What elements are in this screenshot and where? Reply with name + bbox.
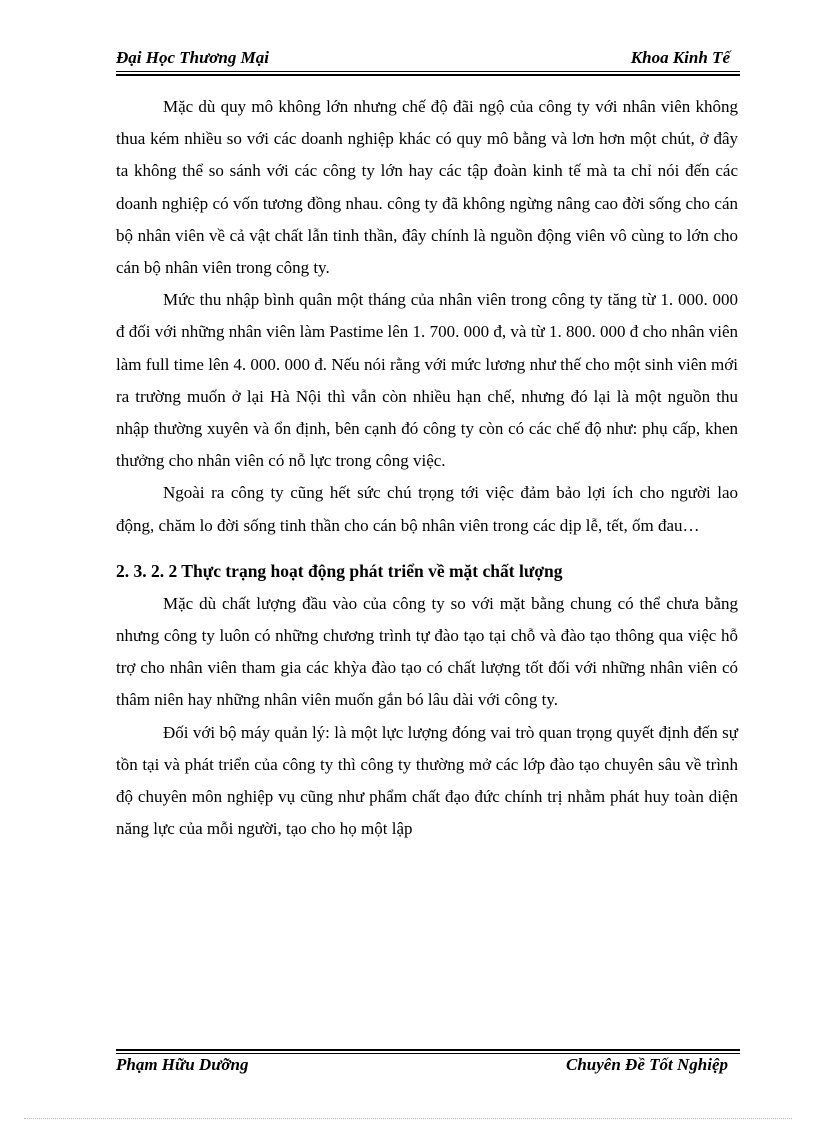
footer-doc-type: Chuyên Đề Tốt Nghiệp: [566, 1055, 728, 1074]
page-body: [116, 91, 738, 845]
header-rule-thick: [116, 74, 740, 76]
section-heading: 2. 3. 2. 2 Thực trạng hoạt động phát triển về mặt chất lượng: [116, 560, 563, 581]
header-rule-thin: [116, 71, 740, 72]
paragraph-compensation: Mặc dù quy mô không lớn nhưng chế độ đãi ngộ của công ty với nhân viên không thua kém nhiều so với các doanh nghiệp khác có quy mô bằng và lơn hơn một chút, ở đây ta không thể so sánh với các công ty lớn hay các tập đoàn kinh tế mà ta chỉ nói đến các doanh nghiệp có vốn tương đồng nhau. công ty đã không ngừng nâng cao đời sống cho cán bộ nhân viên về cả vật chất lẫn tinh thần, đây chính là nguồn động viên vô cùng to lớn cho cán bộ nhân viên trong công ty.: [116, 97, 738, 278]
paragraph-income: Mức thu nhập bình quân một tháng của nhân viên trong công ty tăng từ 1. 000. 000 đ đối với những nhân viên làm Pastime lên 1. 700. 000 đ, và từ 1. 800. 000 đ cho nhân viên làm full time lên 4. 000. 000 đ. Nếu nói rằng với mức lương như thế cho một sinh viên mới ra trường muốn ở lại Hà Nội thì vẫn còn nhiều hạn chế, nhưng đó lại là một nguồn thu nhập thường xuyên và ổn định, bên cạnh đó công ty còn có các chế độ như: phụ cấp, khen thưởng cho nhân viên có nỗ lực trong công việc.: [116, 290, 738, 471]
paragraph-management: Đối với bộ máy quản lý: là một lực lượng đóng vai trò quan trọng quyết định đến sự tồn tại và phát triển của công ty thì công ty thường mở các lớp đào tạo chuyên sâu về trình độ chuyên môn nghiệp vụ cũng như phẩm chất đạo đức chính trị nhằm phát huy toàn diện năng lực của mỗi người, tạo cho họ một lập: [116, 722, 738, 839]
page-header: [116, 48, 740, 72]
footer-rule-thin: [116, 1053, 740, 1054]
header-university: Đại Học Thương Mại: [116, 48, 269, 67]
header-faculty: Khoa Kinh Tế: [630, 48, 730, 67]
page-footer: [116, 1055, 740, 1079]
footer-author: Phạm Hữu Dưỡng: [116, 1055, 249, 1074]
paragraph-benefits: Ngoài ra công ty cũng hết sức chú trọng tới việc đảm bảo lợi ích cho người lao động, chăm lo đời sống tinh thần cho cán bộ nhân viên trong các dịp lễ, tết, ốm đau…: [116, 483, 738, 535]
footer-rule-thick: [116, 1049, 740, 1051]
page-bottom-dotted-rule: [24, 1118, 792, 1119]
paragraph-training: Mặc dù chất lượng đầu vào của công ty so với mặt bằng chung có thể chưa bằng nhưng công ty luôn có những chương trình tự đào tạo tại chỗ và đào tạo thông qua việc hỗ trợ cho nhân viên tham gia các khỳa đào tạo có chất lượng tốt đối với những nhân viên có thâm niên hay những nhân viên muốn gắn bó lâu dài với công ty.: [116, 593, 738, 710]
